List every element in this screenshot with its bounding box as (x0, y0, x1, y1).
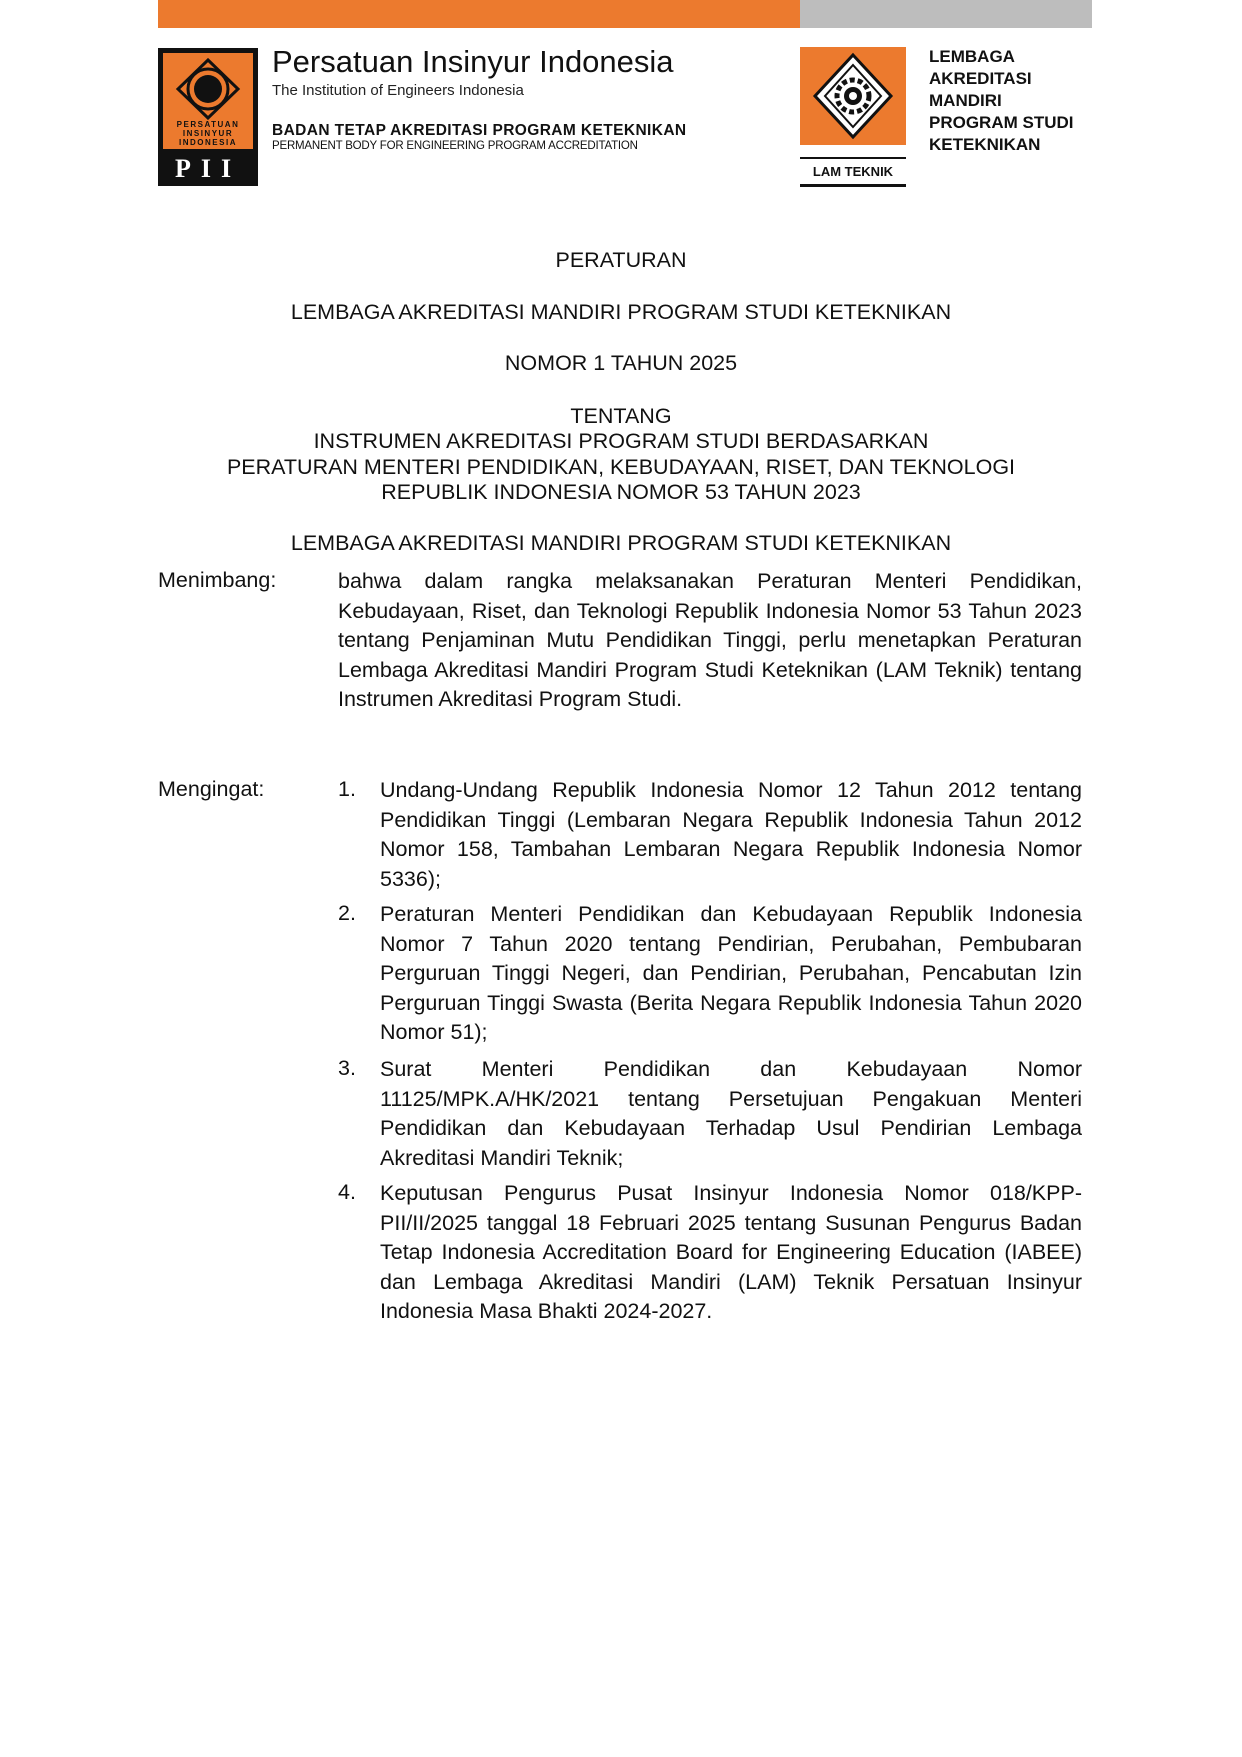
top-color-bar (158, 0, 1092, 28)
lam-logo-rule-top (800, 157, 906, 159)
mengingat-label: Mengingat: (158, 777, 265, 801)
issuer-title-repeat: LEMBAGA AKREDITASI MANDIRI PROGRAM STUDI KETEKNIKAN (290, 531, 952, 555)
regulation-number: NOMOR 1 TAHUN 2025 (504, 351, 738, 375)
lam-emblem-icon (811, 51, 895, 141)
subject-line-1: INSTRUMEN AKREDITASI PROGRAM STUDI BERDASARKAN (313, 429, 929, 453)
pii-emblem-icon (175, 58, 241, 120)
badan-heading: BADAN TETAP AKREDITASI PROGRAM KETEKNIKAN (272, 122, 687, 139)
mengingat-item-number: 2. (338, 901, 356, 925)
lam-name-line: LEMBAGA (929, 47, 1015, 66)
mengingat-item-text: Undang-Undang Republik Indonesia Nomor 12 Tahun 2012 tentang Pendidikan Tinggi (Lembaran Negara Republik Indonesia Tahun 2012 Nomor 158, Tambahan Lembaran Negara Republik Indonesia Nomor 5336); (380, 778, 1082, 891)
lam-logo-label: LAM TEKNIK (812, 164, 894, 179)
pii-logo-letters: PII (174, 154, 242, 183)
permanent-body-subtitle: PERMANENT BODY FOR ENGINEERING PROGRAM ACCREDITATION (272, 140, 638, 152)
menimbang-text: bahwa dalam rangka melaksanakan Peraturan Menteri Pendidikan, Kebudayaan, Riset, dan Teknologi Republik Indonesia Nomor 53 Tahun 2023 tentang Penjaminan Mutu Pendidikan Tinggi, perlu menetapkan Peraturan Lembaga Akreditasi Mandiri Program Studi Keteknikan (LAM Teknik) tentang Instrumen Akreditasi Program Studi. (338, 569, 1082, 711)
lam-name-line: PROGRAM STUDI (929, 113, 1074, 132)
tentang-heading: TENTANG (570, 404, 672, 428)
mengingat-item-text: Keputusan Pengurus Pusat Insinyur Indonesia Nomor 018/KPP-PII/II/2025 tanggal 18 Februari 2025 tentang Susunan Pengurus Badan Tetap Indonesia Accreditation Board for Engineering Education (IABEE) dan Lembaga Akreditasi Mandiri (LAM) Teknik Persatuan Insinyur Indonesia Masa Bhakti 2024-2027. (380, 1181, 1082, 1323)
top-bar-orange (158, 0, 800, 28)
mengingat-item-text: Peraturan Menteri Pendidikan dan Kebudayaan Republik Indonesia Nomor 7 Tahun 2020 tentang Pendirian, Perubahan, Pembubaran Perguruan Tinggi Negeri, dan Pendirian, Perubahan, Pencabutan Izin Perguruan Tinggi Swasta (Berita Negara Republik Indonesia Tahun 2020 Nomor 51); (380, 902, 1082, 1044)
lam-name-block (929, 46, 1074, 156)
pii-logo-line2: INSINYUR (182, 129, 234, 138)
pii-logo-line1: PERSATUAN (176, 120, 240, 129)
lam-name-line: MANDIRI (929, 91, 1002, 110)
lam-teknik-logo (800, 47, 906, 189)
lam-logo-rule-bottom (800, 184, 906, 187)
lam-name-line: KETEKNIKAN (929, 135, 1041, 154)
issuer-title: LEMBAGA AKREDITASI MANDIRI PROGRAM STUDI KETEKNIKAN (290, 300, 952, 324)
top-bar-gray (800, 0, 1092, 28)
doc-type-title: PERATURAN (555, 248, 687, 272)
menimbang-label: Menimbang: (158, 568, 277, 592)
org-name: Persatuan Insinyur Indonesia (272, 44, 674, 79)
lam-name-line: AKREDITASI (929, 69, 1032, 88)
subject-line-3: REPUBLIK INDONESIA NOMOR 53 TAHUN 2023 (381, 480, 861, 504)
mengingat-item-number: 4. (338, 1180, 356, 1204)
mengingat-item-text: Surat Menteri Pendidikan dan Kebudayaan Nomor 11125/MPK.A/HK/2021 tentang Persetujuan Pengakuan Menteri Pendidikan dan Kebudayaan Terhadap Usul Pendirian Lembaga Akreditasi Mandiri Teknik; (380, 1057, 1082, 1170)
mengingat-item-number: 1. (338, 777, 356, 801)
org-subtitle: The Institution of Engineers Indonesia (272, 82, 524, 99)
mengingat-item-number: 3. (338, 1056, 356, 1080)
pii-logo (158, 48, 258, 186)
subject-line-2: PERATURAN MENTERI PENDIDIKAN, KEBUDAYAAN, RISET, DAN TEKNOLOGI (226, 455, 1016, 479)
pii-logo-line3: INDONESIA (179, 138, 237, 147)
